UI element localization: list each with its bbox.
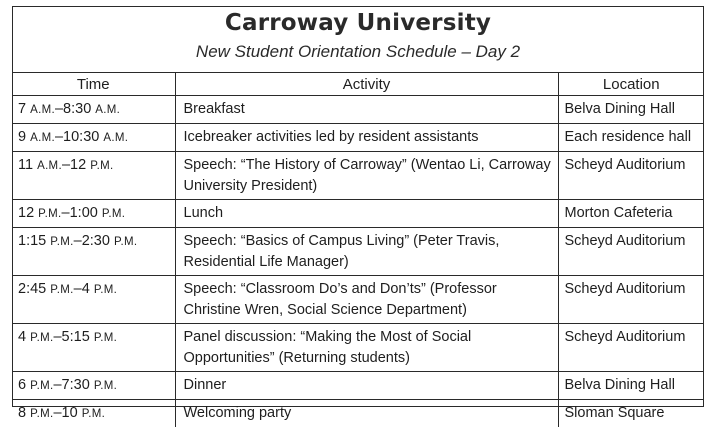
activity-cell: Welcoming party: [175, 400, 558, 427]
start-time: 6: [18, 377, 26, 393]
location-cell: Morton Cafeteria: [558, 200, 704, 228]
start-period: P.M.: [30, 332, 53, 344]
schedule-table: [12, 72, 704, 427]
end-time: 1:00: [70, 205, 98, 221]
table-row: [12, 200, 704, 228]
start-time: 12: [18, 205, 34, 221]
table-row: [12, 96, 704, 124]
activity-cell: Speech: “Basics of Campus Living” (Peter Travis, Residential Life Manager): [175, 228, 558, 276]
end-period: P.M.: [114, 236, 137, 248]
start-time: 2:45: [18, 281, 46, 297]
time-cell: 1:15 P.M.–2:30 P.M.: [12, 228, 175, 276]
activity-cell: Speech: “Classroom Do’s and Don’ts” (Professor Christine Wren, Social Science Department): [175, 276, 558, 324]
time-cell: 7 A.M.–8:30 A.M.: [12, 96, 175, 124]
document-title: Carroway University: [12, 10, 704, 36]
start-time: 7: [18, 101, 26, 117]
header-row: [12, 73, 704, 96]
table-row: [12, 276, 704, 324]
table-row: [12, 228, 704, 276]
location-cell: Scheyd Auditorium: [558, 152, 704, 200]
end-period: P.M.: [82, 408, 105, 420]
activity-cell: Lunch: [175, 200, 558, 228]
activity-cell: Speech: “The History of Carroway” (Wentao Li, Carroway University President): [175, 152, 558, 200]
location-cell: Each residence hall: [558, 124, 704, 152]
time-cell: 12 P.M.–1:00 P.M.: [12, 200, 175, 228]
time-cell: 9 A.M.–10:30 A.M.: [12, 124, 175, 152]
end-period: A.M.: [103, 132, 128, 144]
end-period: P.M.: [90, 160, 113, 172]
end-time: 4: [82, 281, 90, 297]
time-cell: 2:45 P.M.–4 P.M.: [12, 276, 175, 324]
end-period: A.M.: [95, 104, 120, 116]
start-time: 11: [18, 157, 33, 173]
start-period: P.M.: [30, 408, 53, 420]
time-cell: 8 P.M.–10 P.M.: [12, 400, 175, 427]
table-row: [12, 372, 704, 400]
time-cell: 6 P.M.–7:30 P.M.: [12, 372, 175, 400]
activity-cell: Panel discussion: “Making the Most of Social Opportunities” (Returning students): [175, 324, 558, 372]
end-time: 10:30: [63, 129, 99, 145]
table-row: [12, 152, 704, 200]
table-row: [12, 324, 704, 372]
schedule-body: [12, 96, 704, 427]
location-cell: Belva Dining Hall: [558, 372, 704, 400]
start-time: 8: [18, 405, 26, 421]
start-period: A.M.: [30, 104, 55, 116]
start-time: 9: [18, 129, 26, 145]
start-period: P.M.: [30, 380, 53, 392]
document-subtitle: New Student Orientation Schedule – Day 2: [12, 42, 704, 62]
header-time: Time: [12, 73, 175, 96]
location-cell: Scheyd Auditorium: [558, 324, 704, 372]
time-cell: 4 P.M.–5:15 P.M.: [12, 324, 175, 372]
end-time: 12: [70, 157, 86, 173]
start-period: P.M.: [38, 208, 61, 220]
end-time: 10: [62, 405, 78, 421]
header-location: Location: [558, 73, 704, 96]
end-period: P.M.: [94, 332, 117, 344]
end-time: 5:15: [62, 329, 90, 345]
end-time: 8:30: [63, 101, 91, 117]
location-cell: Scheyd Auditorium: [558, 276, 704, 324]
start-period: A.M.: [37, 160, 62, 172]
end-period: P.M.: [94, 380, 117, 392]
header-activity: Activity: [175, 73, 558, 96]
activity-cell: Dinner: [175, 372, 558, 400]
location-cell: Scheyd Auditorium: [558, 228, 704, 276]
end-time: 7:30: [62, 377, 90, 393]
end-period: P.M.: [94, 284, 117, 296]
start-time: 4: [18, 329, 26, 345]
activity-cell: Breakfast: [175, 96, 558, 124]
end-time: 2:30: [82, 233, 110, 249]
end-period: P.M.: [102, 208, 125, 220]
location-cell: Sloman Square: [558, 400, 704, 427]
table-row: [12, 124, 704, 152]
table-row: [12, 400, 704, 427]
activity-cell: Icebreaker activities led by resident assistants: [175, 124, 558, 152]
start-period: P.M.: [50, 236, 73, 248]
start-period: A.M.: [30, 132, 55, 144]
start-period: P.M.: [50, 284, 73, 296]
location-cell: Belva Dining Hall: [558, 96, 704, 124]
start-time: 1:15: [18, 233, 46, 249]
time-cell: 11 A.M.–12 P.M.: [12, 152, 175, 200]
